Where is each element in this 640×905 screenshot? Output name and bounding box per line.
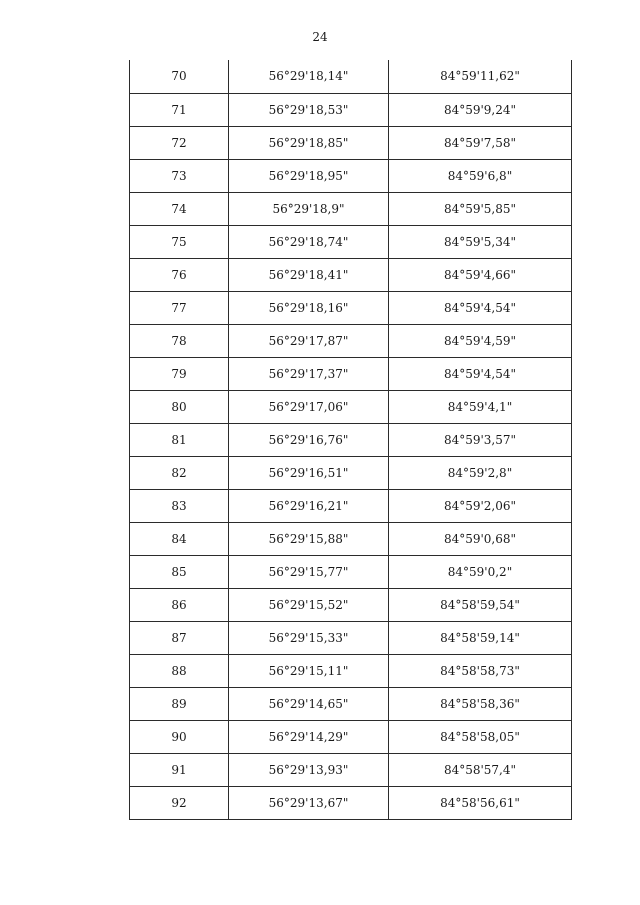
- table-row: [130, 522, 572, 555]
- longitude-cell: 84°59'0,68": [389, 522, 572, 555]
- point-number-cell: 79: [130, 357, 229, 390]
- longitude-cell: 84°59'7,58": [389, 126, 572, 159]
- table-row: [130, 291, 572, 324]
- table-row: [130, 390, 572, 423]
- point-number-cell: 89: [130, 687, 229, 720]
- table-row: [130, 786, 572, 819]
- point-number-cell: 90: [130, 720, 229, 753]
- table-row: [130, 159, 572, 192]
- longitude-cell: 84°58'59,14": [389, 621, 572, 654]
- point-number-cell: 80: [130, 390, 229, 423]
- point-number-cell: 91: [130, 753, 229, 786]
- page-number: 24: [312, 30, 328, 44]
- latitude-cell: 56°29'16,21": [229, 489, 389, 522]
- table-row: [130, 93, 572, 126]
- longitude-cell: 84°58'59,54": [389, 588, 572, 621]
- latitude-cell: 56°29'13,93": [229, 753, 389, 786]
- latitude-cell: 56°29'14,29": [229, 720, 389, 753]
- longitude-cell: 84°58'58,36": [389, 687, 572, 720]
- table-row: [130, 654, 572, 687]
- table-row: [130, 423, 572, 456]
- table-row: [130, 126, 572, 159]
- longitude-cell: 84°59'6,8": [389, 159, 572, 192]
- longitude-cell: 84°59'11,62": [389, 60, 572, 93]
- table-row: [130, 357, 572, 390]
- point-number-cell: 81: [130, 423, 229, 456]
- latitude-cell: 56°29'18,53": [229, 93, 389, 126]
- longitude-cell: 84°58'57,4": [389, 753, 572, 786]
- latitude-cell: 56°29'15,77": [229, 555, 389, 588]
- point-number-cell: 78: [130, 324, 229, 357]
- longitude-cell: 84°59'4,54": [389, 291, 572, 324]
- table-row: [130, 555, 572, 588]
- longitude-cell: 84°59'4,66": [389, 258, 572, 291]
- latitude-cell: 56°29'15,11": [229, 654, 389, 687]
- table-row: [130, 225, 572, 258]
- point-number-cell: 74: [130, 192, 229, 225]
- point-number-cell: 85: [130, 555, 229, 588]
- point-number-cell: 75: [130, 225, 229, 258]
- point-number-cell: 82: [130, 456, 229, 489]
- latitude-cell: 56°29'16,76": [229, 423, 389, 456]
- longitude-cell: 84°59'3,57": [389, 423, 572, 456]
- table-row: [130, 621, 572, 654]
- point-number-cell: 77: [130, 291, 229, 324]
- latitude-cell: 56°29'17,06": [229, 390, 389, 423]
- point-number-cell: 84: [130, 522, 229, 555]
- longitude-cell: 84°59'0,2": [389, 555, 572, 588]
- point-number-cell: 86: [130, 588, 229, 621]
- table-row: [130, 60, 572, 93]
- latitude-cell: 56°29'17,37": [229, 357, 389, 390]
- latitude-cell: 56°29'18,74": [229, 225, 389, 258]
- latitude-cell: 56°29'14,65": [229, 687, 389, 720]
- point-number-cell: 88: [130, 654, 229, 687]
- longitude-cell: 84°59'4,59": [389, 324, 572, 357]
- longitude-cell: 84°58'58,73": [389, 654, 572, 687]
- table-row: [130, 687, 572, 720]
- table-row: [130, 258, 572, 291]
- longitude-cell: 84°58'58,05": [389, 720, 572, 753]
- latitude-cell: 56°29'18,16": [229, 291, 389, 324]
- point-number-cell: 87: [130, 621, 229, 654]
- latitude-cell: 56°29'18,41": [229, 258, 389, 291]
- point-number-cell: 71: [130, 93, 229, 126]
- point-number-cell: 72: [130, 126, 229, 159]
- latitude-cell: 56°29'18,95": [229, 159, 389, 192]
- point-number-cell: 92: [130, 786, 229, 819]
- latitude-cell: 56°29'13,67": [229, 786, 389, 819]
- table-row: [130, 753, 572, 786]
- latitude-cell: 56°29'15,52": [229, 588, 389, 621]
- latitude-cell: 56°29'17,87": [229, 324, 389, 357]
- point-number-cell: 70: [130, 60, 229, 93]
- table-row: [130, 456, 572, 489]
- point-number-cell: 83: [130, 489, 229, 522]
- longitude-cell: 84°59'5,85": [389, 192, 572, 225]
- table-row: [130, 324, 572, 357]
- coordinates-table: [129, 60, 572, 820]
- latitude-cell: 56°29'18,9": [229, 192, 389, 225]
- table-row: [130, 192, 572, 225]
- table-row: [130, 720, 572, 753]
- longitude-cell: 84°58'56,61": [389, 786, 572, 819]
- point-number-cell: 73: [130, 159, 229, 192]
- latitude-cell: 56°29'18,85": [229, 126, 389, 159]
- longitude-cell: 84°59'9,24": [389, 93, 572, 126]
- longitude-cell: 84°59'4,1": [389, 390, 572, 423]
- coordinates-table-body: [130, 60, 572, 819]
- latitude-cell: 56°29'16,51": [229, 456, 389, 489]
- table-row: [130, 588, 572, 621]
- latitude-cell: 56°29'15,33": [229, 621, 389, 654]
- longitude-cell: 84°59'4,54": [389, 357, 572, 390]
- longitude-cell: 84°59'2,8": [389, 456, 572, 489]
- longitude-cell: 84°59'5,34": [389, 225, 572, 258]
- point-number-cell: 76: [130, 258, 229, 291]
- latitude-cell: 56°29'15,88": [229, 522, 389, 555]
- longitude-cell: 84°59'2,06": [389, 489, 572, 522]
- table-row: [130, 489, 572, 522]
- latitude-cell: 56°29'18,14": [229, 60, 389, 93]
